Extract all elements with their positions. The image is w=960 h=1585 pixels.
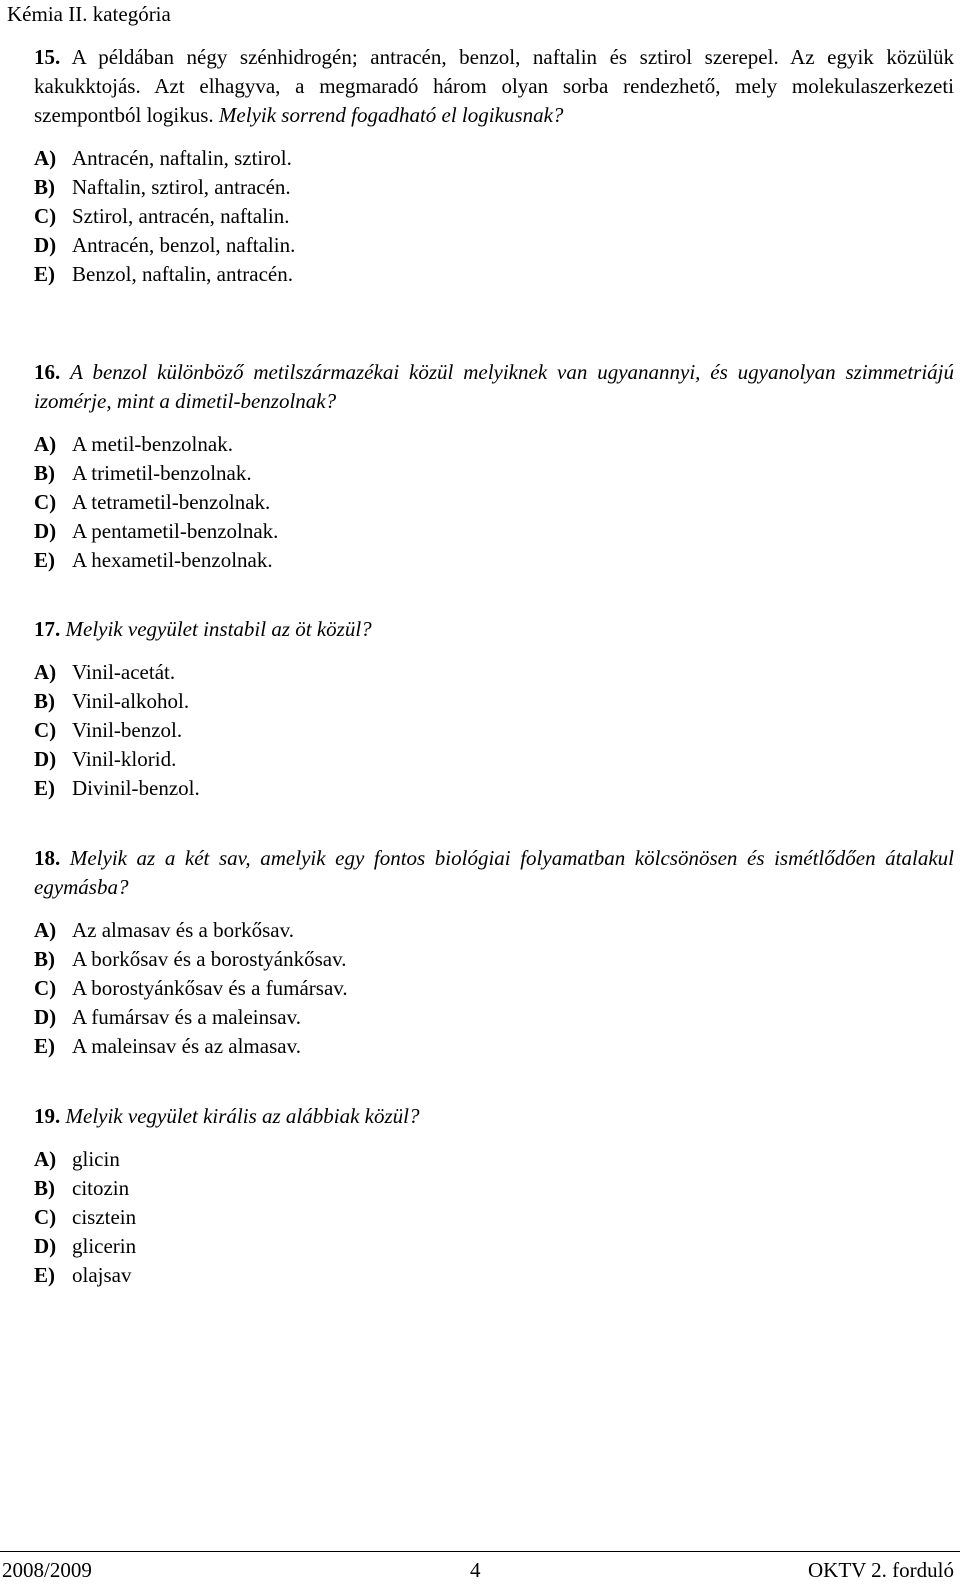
footer-school-year: 2008/2009 xyxy=(2,1558,92,1582)
question-number: 17. xyxy=(34,617,61,641)
answer-options xyxy=(34,144,954,289)
option-c: C) A borostyánkősav és a fumársav. xyxy=(34,976,348,1000)
question-18 xyxy=(34,844,954,1061)
question-prompt: Melyik sorrend fogadható el logikusnak? xyxy=(218,103,564,127)
option-c: C) A tetrametil-benzolnak. xyxy=(34,490,271,514)
answer-options xyxy=(34,658,954,803)
page-header-title: Kémia II. kategória xyxy=(7,2,171,26)
question-number: 15. xyxy=(34,45,61,69)
option-d: D) A fumársav és a maleinsav. xyxy=(34,1005,301,1029)
option-b: B) A borkősav és a borostyánkősav. xyxy=(34,947,347,971)
question-19 xyxy=(34,1102,954,1290)
question-number: 16. xyxy=(34,360,61,384)
option-a: A) A metil-benzolnak. xyxy=(34,432,233,456)
question-15 xyxy=(34,43,954,289)
question-text xyxy=(34,615,954,644)
option-a: A) Az almasav és a borkősav. xyxy=(34,918,294,942)
footer-page-number: 4 xyxy=(470,1558,481,1582)
page-footer xyxy=(0,1556,960,1584)
option-d: D) Antracén, benzol, naftalin. xyxy=(34,233,296,257)
question-prompt: Melyik vegyület instabil az öt közül? xyxy=(65,617,372,641)
option-a: A) glicin xyxy=(34,1147,120,1171)
question-16 xyxy=(34,358,954,575)
option-d: D) Vinil-klorid. xyxy=(34,747,177,771)
option-b: B) citozin xyxy=(34,1176,130,1200)
footer-divider xyxy=(0,1551,960,1552)
option-e: E) olajsav xyxy=(34,1263,132,1287)
question-prompt: Melyik az a két sav, amelyik egy fontos biológiai folyamatban kölcsönösen és ismétlődően átalakul egymásba? xyxy=(34,846,954,899)
option-d: D) A pentametil-benzolnak. xyxy=(34,519,279,543)
question-text xyxy=(34,43,954,130)
option-b: B) Vinil-alkohol. xyxy=(34,689,190,713)
question-text xyxy=(34,1102,954,1131)
question-number: 19. xyxy=(34,1104,61,1128)
question-number: 18. xyxy=(34,846,61,870)
option-b: B) Naftalin, sztirol, antracén. xyxy=(34,175,291,199)
question-statement: A példában négy szénhidrogén; antracén, benzol, naftalin és sztirol szerepel. Az egyik közülük kakukktojás. Azt elhagyva, a megmaradó három olyan sorba rendezhető, mely molekulaszerkezeti szempontból logikus. xyxy=(34,45,954,127)
option-e: E) Divinil-benzol. xyxy=(34,776,200,800)
answer-options xyxy=(34,1145,954,1290)
option-a: A) Antracén, naftalin, sztirol. xyxy=(34,146,292,170)
option-c: C) cisztein xyxy=(34,1205,137,1229)
answer-options xyxy=(34,430,954,575)
option-e: E) A hexametil-benzolnak. xyxy=(34,548,273,572)
option-e: E) Benzol, naftalin, antracén. xyxy=(34,262,293,286)
footer-round: OKTV 2. forduló xyxy=(807,1558,954,1582)
answer-options xyxy=(34,916,954,1061)
option-c: C) Sztirol, antracén, naftalin. xyxy=(34,204,290,228)
option-c: C) Vinil-benzol. xyxy=(34,718,183,742)
question-17 xyxy=(34,615,954,803)
question-prompt: Melyik vegyület királis az alábbiak közül? xyxy=(65,1104,420,1128)
question-prompt: A benzol különböző metilszármazékai közül melyiknek van ugyanannyi, és ugyanolyan szimmetriájú izomérje, mint a dimetil-benzolnak? xyxy=(34,360,955,413)
question-text xyxy=(34,844,954,902)
option-d: D) glicerin xyxy=(34,1234,137,1258)
question-text xyxy=(34,358,954,416)
option-a: A) Vinil-acetát. xyxy=(34,660,176,684)
option-b: B) A trimetil-benzolnak. xyxy=(34,461,252,485)
option-e: E) A maleinsav és az almasav. xyxy=(34,1034,301,1058)
